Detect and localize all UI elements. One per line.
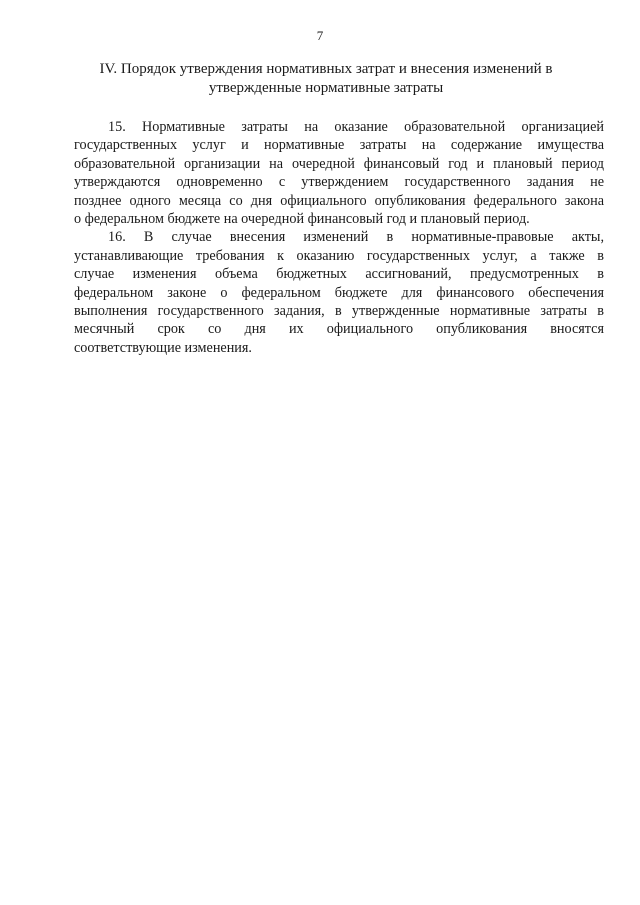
section-title-line: утвержденные нормативные затраты [208, 80, 444, 96]
text-line: федеральном законе о федеральном бюджете для финансового обеспечения [74, 284, 604, 301]
text-line: соответствующие изменения. [74, 339, 252, 356]
text-line: о федеральном бюджете на очередной финансовый год и плановый период. [74, 210, 530, 227]
section-title-line: IV. Порядок утверждения нормативных затрат и внесения изменений в [99, 61, 553, 77]
text-line: государственных услуг и нормативные затраты на содержание имущества [74, 137, 604, 154]
section-title [76, 60, 576, 98]
text-line: образовательной организации на очередной финансовый год и плановый период [74, 155, 604, 172]
text-line: устанавливающие требования к оказанию государственных услуг, а также в [74, 247, 604, 264]
text-line: позднее одного месяца со дня официального опубликования федерального закона [74, 192, 604, 209]
text-line: 15. Нормативные затраты на оказание образовательной организацией [108, 119, 604, 135]
page-number: 7 [316, 28, 324, 43]
text-line: выполнения государственного задания, в утвержденные нормативные затраты в [74, 302, 604, 319]
paragraph-16 [74, 228, 604, 357]
body-text [74, 118, 604, 357]
text-line: 16. В случае внесения изменений в нормативные-правовые акты, [108, 229, 604, 246]
text-line: утверждаются одновременно с утверждением государственного задания не [74, 174, 604, 191]
paragraph-15 [74, 118, 604, 228]
text-line: случае изменения объема бюджетных ассигнований, предусмотренных в [74, 266, 604, 283]
text-line: месячный срок со дня их официального опубликования вносятся [74, 321, 604, 338]
